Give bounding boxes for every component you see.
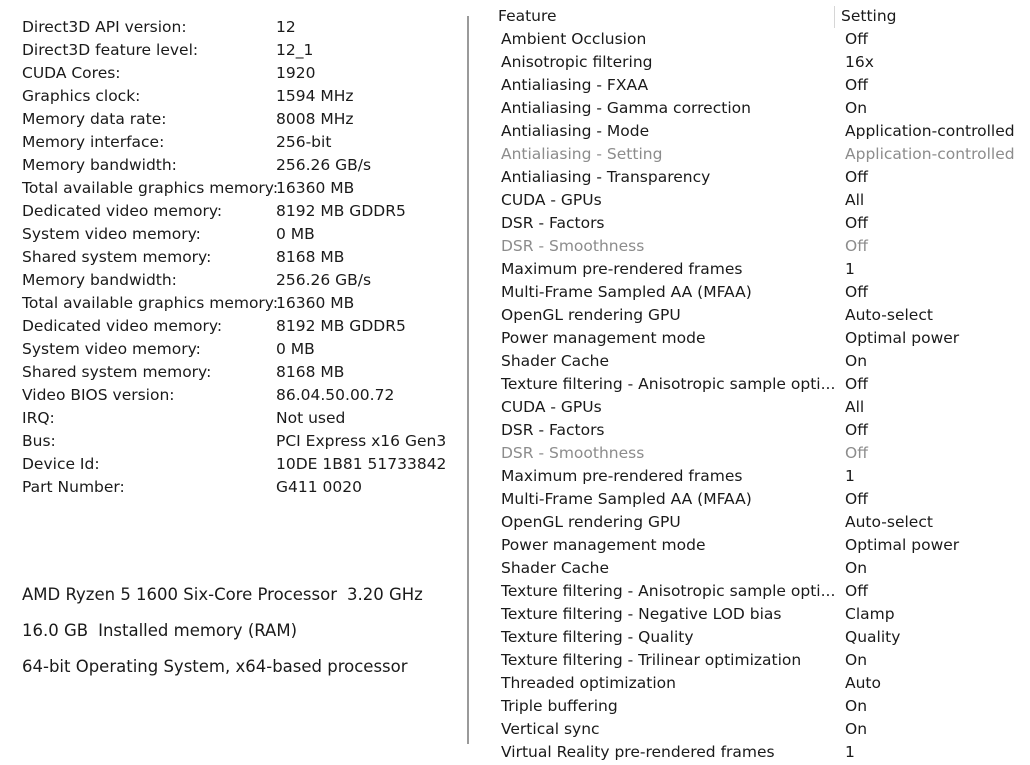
feature-name: Ambient Occlusion bbox=[501, 30, 647, 48]
gpu-spec-row bbox=[22, 430, 462, 453]
feature-name: Texture filtering - Anisotropic sample opti... bbox=[501, 582, 836, 600]
setting-value[interactable]: Optimal power bbox=[845, 536, 960, 554]
spec-label: CUDA Cores: bbox=[22, 64, 121, 82]
setting-value[interactable]: On bbox=[845, 559, 868, 577]
spec-label: Shared system memory: bbox=[22, 363, 212, 381]
feature-name: Multi-Frame Sampled AA (MFAA) bbox=[501, 490, 752, 508]
setting-row[interactable] bbox=[470, 281, 1030, 304]
setting-row[interactable] bbox=[470, 695, 1030, 718]
spec-value: 256.26 GB/s bbox=[276, 271, 372, 289]
feature-name: Shader Cache bbox=[501, 559, 610, 577]
spec-value: 8008 MHz bbox=[276, 110, 354, 128]
spec-value: 16360 MB bbox=[276, 179, 355, 197]
setting-value[interactable]: Off bbox=[845, 168, 868, 186]
processor-name: AMD Ryzen 5 1600 Six-Core Processor bbox=[22, 585, 337, 604]
setting-value[interactable]: All bbox=[845, 191, 865, 209]
gpu-spec-row bbox=[22, 407, 462, 430]
spec-value: Not used bbox=[276, 409, 346, 427]
spec-label: System video memory: bbox=[22, 225, 201, 243]
gpu-spec-row bbox=[22, 85, 462, 108]
column-header-setting[interactable]: Setting bbox=[841, 7, 897, 25]
gpu-spec-row bbox=[22, 361, 462, 384]
setting-row[interactable] bbox=[470, 304, 1030, 327]
setting-row[interactable] bbox=[470, 120, 1030, 143]
spec-value: 1594 MHz bbox=[276, 87, 354, 105]
os-type: 64-bit Operating System, x64-based processor bbox=[22, 657, 408, 676]
setting-value[interactable]: Off bbox=[845, 214, 868, 232]
setting-row[interactable] bbox=[470, 327, 1030, 350]
processor-speed: 3.20 GHz bbox=[346, 585, 423, 604]
setting-value[interactable]: Off bbox=[845, 76, 868, 94]
setting-value[interactable]: All bbox=[845, 398, 865, 416]
setting-value[interactable]: Clamp bbox=[845, 605, 895, 623]
spec-value: 16360 MB bbox=[276, 294, 355, 312]
setting-row[interactable] bbox=[470, 143, 1030, 166]
spec-value: 1920 bbox=[276, 64, 316, 82]
setting-value[interactable]: On bbox=[845, 697, 868, 715]
setting-value: Off bbox=[845, 444, 868, 462]
gpu-spec-row bbox=[22, 131, 462, 154]
setting-row[interactable] bbox=[470, 465, 1030, 488]
setting-value[interactable]: 1 bbox=[845, 467, 855, 485]
setting-row[interactable] bbox=[470, 74, 1030, 97]
spec-label: Dedicated video memory: bbox=[22, 317, 223, 335]
feature-name: Multi-Frame Sampled AA (MFAA) bbox=[501, 283, 752, 301]
spec-label: Memory interface: bbox=[22, 133, 165, 151]
setting-row[interactable] bbox=[470, 511, 1030, 534]
spec-value: 8192 MB GDDR5 bbox=[276, 317, 406, 335]
setting-row[interactable] bbox=[470, 603, 1030, 626]
setting-value[interactable]: 1 bbox=[845, 260, 855, 278]
setting-value[interactable]: Off bbox=[845, 375, 868, 393]
setting-value[interactable]: On bbox=[845, 352, 868, 370]
settings-list bbox=[470, 28, 1030, 764]
setting-row[interactable] bbox=[470, 741, 1030, 764]
column-separator[interactable] bbox=[834, 6, 835, 28]
spec-value: 256.26 GB/s bbox=[276, 156, 372, 174]
feature-name: Vertical sync bbox=[501, 720, 600, 738]
feature-name: Anisotropic filtering bbox=[501, 53, 653, 71]
setting-value[interactable]: 16x bbox=[845, 53, 874, 71]
feature-name: Antialiasing - Mode bbox=[501, 122, 650, 140]
setting-row[interactable] bbox=[470, 580, 1030, 603]
spec-label: Total available graphics memory: bbox=[22, 179, 279, 197]
gpu-spec-row bbox=[22, 453, 462, 476]
feature-name: Shader Cache bbox=[501, 352, 610, 370]
setting-value[interactable]: Off bbox=[845, 421, 868, 439]
setting-value[interactable]: Application-controlled bbox=[845, 122, 1015, 140]
feature-name: DSR - Factors bbox=[501, 421, 605, 439]
setting-row[interactable] bbox=[470, 97, 1030, 120]
setting-row[interactable] bbox=[470, 672, 1030, 695]
spec-label: Total available graphics memory: bbox=[22, 294, 279, 312]
setting-value[interactable]: Off bbox=[845, 490, 868, 508]
setting-row[interactable] bbox=[470, 396, 1030, 419]
setting-row[interactable] bbox=[470, 373, 1030, 396]
setting-row[interactable] bbox=[470, 189, 1030, 212]
setting-value: Off bbox=[845, 237, 868, 255]
setting-value[interactable]: On bbox=[845, 99, 868, 117]
setting-row[interactable] bbox=[470, 626, 1030, 649]
gpu-spec-row bbox=[22, 154, 462, 177]
feature-name: DSR - Factors bbox=[501, 214, 605, 232]
ram-amount: 16.0 GB bbox=[22, 621, 89, 640]
spec-label: IRQ: bbox=[22, 409, 55, 427]
gpu-spec-row bbox=[22, 16, 462, 39]
feature-name: CUDA - GPUs bbox=[501, 191, 602, 209]
feature-name: OpenGL rendering GPU bbox=[501, 513, 681, 531]
feature-name: Maximum pre-rendered frames bbox=[501, 260, 743, 278]
setting-row[interactable] bbox=[470, 51, 1030, 74]
spec-label: Video BIOS version: bbox=[22, 386, 175, 404]
gpu-spec-row bbox=[22, 338, 462, 361]
settings-table-header bbox=[470, 4, 1030, 28]
setting-row[interactable] bbox=[470, 534, 1030, 557]
feature-name: DSR - Smoothness bbox=[501, 237, 645, 255]
feature-name: Virtual Reality pre-rendered frames bbox=[501, 743, 775, 761]
setting-row[interactable] bbox=[470, 718, 1030, 741]
gpu-spec-row bbox=[22, 246, 462, 269]
setting-row[interactable] bbox=[470, 28, 1030, 51]
panel-divider bbox=[467, 16, 469, 744]
setting-row[interactable] bbox=[470, 350, 1030, 373]
setting-value[interactable]: Optimal power bbox=[845, 329, 960, 347]
spec-label: Memory bandwidth: bbox=[22, 156, 177, 174]
setting-value[interactable]: Quality bbox=[845, 628, 901, 646]
feature-name: Power management mode bbox=[501, 536, 706, 554]
gpu-spec-row bbox=[22, 269, 462, 292]
gpu-spec-row bbox=[22, 292, 462, 315]
spec-label: Shared system memory: bbox=[22, 248, 212, 266]
feature-name: Triple buffering bbox=[501, 697, 618, 715]
spec-value: 8168 MB bbox=[276, 248, 345, 266]
gpu-spec-row bbox=[22, 315, 462, 338]
setting-value[interactable]: Off bbox=[845, 283, 868, 301]
setting-row[interactable] bbox=[470, 649, 1030, 672]
spec-value: 256-bit bbox=[276, 133, 332, 151]
gpu-spec-row bbox=[22, 39, 462, 62]
spec-label: Memory bandwidth: bbox=[22, 271, 177, 289]
setting-value[interactable]: Auto-select bbox=[845, 306, 933, 324]
setting-value[interactable]: On bbox=[845, 720, 868, 738]
feature-name: Antialiasing - Transparency bbox=[501, 168, 711, 186]
spec-label: System video memory: bbox=[22, 340, 201, 358]
feature-name: Threaded optimization bbox=[501, 674, 676, 692]
setting-row[interactable] bbox=[470, 235, 1030, 258]
spec-label: Part Number: bbox=[22, 478, 125, 496]
spec-value: PCI Express x16 Gen3 bbox=[276, 432, 447, 450]
spec-value: 12_1 bbox=[276, 41, 314, 59]
setting-value[interactable]: Auto-select bbox=[845, 513, 933, 531]
setting-row[interactable] bbox=[470, 488, 1030, 511]
setting-value: Application-controlled bbox=[845, 145, 1015, 163]
setting-row[interactable] bbox=[470, 557, 1030, 580]
spec-label: Bus: bbox=[22, 432, 56, 450]
setting-row[interactable] bbox=[470, 442, 1030, 465]
feature-name: Antialiasing - Gamma correction bbox=[501, 99, 751, 117]
spec-value: 0 MB bbox=[276, 225, 315, 243]
spec-label: Device Id: bbox=[22, 455, 100, 473]
gpu-spec-row bbox=[22, 177, 462, 200]
gpu-spec-row bbox=[22, 200, 462, 223]
gpu-spec-row bbox=[22, 384, 462, 407]
setting-row[interactable] bbox=[470, 419, 1030, 442]
feature-name: OpenGL rendering GPU bbox=[501, 306, 681, 324]
spec-value: 86.04.50.00.72 bbox=[276, 386, 395, 404]
spec-value: 8168 MB bbox=[276, 363, 345, 381]
gpu-info-panel bbox=[0, 0, 465, 765]
setting-row[interactable] bbox=[470, 212, 1030, 235]
spec-label: Direct3D API version: bbox=[22, 18, 187, 36]
setting-value[interactable]: Off bbox=[845, 30, 868, 48]
setting-value[interactable]: Auto bbox=[845, 674, 881, 692]
gpu-spec-list bbox=[22, 16, 462, 499]
spec-label: Dedicated video memory: bbox=[22, 202, 223, 220]
spec-value: 0 MB bbox=[276, 340, 315, 358]
feature-name: DSR - Smoothness bbox=[501, 444, 645, 462]
setting-value[interactable]: 1 bbox=[845, 743, 855, 761]
spec-value: G411 0020 bbox=[276, 478, 362, 496]
feature-name: Texture filtering - Trilinear optimization bbox=[501, 651, 802, 669]
feature-name: Texture filtering - Quality bbox=[501, 628, 694, 646]
settings-panel bbox=[470, 0, 1030, 765]
feature-name: Antialiasing - FXAA bbox=[501, 76, 649, 94]
ram-label: Installed memory (RAM) bbox=[98, 621, 298, 640]
spec-label: Graphics clock: bbox=[22, 87, 141, 105]
gpu-spec-row bbox=[22, 223, 462, 246]
gpu-spec-row bbox=[22, 476, 462, 499]
setting-value[interactable]: On bbox=[845, 651, 868, 669]
gpu-spec-row bbox=[22, 108, 462, 131]
setting-row[interactable] bbox=[470, 166, 1030, 189]
spec-label: Direct3D feature level: bbox=[22, 41, 199, 59]
system-info bbox=[22, 583, 423, 691]
spec-value: 12 bbox=[276, 18, 296, 36]
feature-name: Texture filtering - Anisotropic sample opti... bbox=[501, 375, 836, 393]
spec-label: Memory data rate: bbox=[22, 110, 167, 128]
setting-value[interactable]: Off bbox=[845, 582, 868, 600]
spec-value: 8192 MB GDDR5 bbox=[276, 202, 406, 220]
ram-row bbox=[22, 619, 423, 655]
feature-name: Antialiasing - Setting bbox=[501, 145, 663, 163]
spec-value: 10DE 1B81 51733842 bbox=[276, 455, 447, 473]
column-header-feature[interactable]: Feature bbox=[498, 7, 557, 25]
feature-name: Power management mode bbox=[501, 329, 706, 347]
processor-row bbox=[22, 583, 423, 619]
setting-row[interactable] bbox=[470, 258, 1030, 281]
os-type-row bbox=[22, 655, 423, 691]
feature-name: Maximum pre-rendered frames bbox=[501, 467, 743, 485]
feature-name: CUDA - GPUs bbox=[501, 398, 602, 416]
gpu-spec-row bbox=[22, 62, 462, 85]
feature-name: Texture filtering - Negative LOD bias bbox=[501, 605, 782, 623]
